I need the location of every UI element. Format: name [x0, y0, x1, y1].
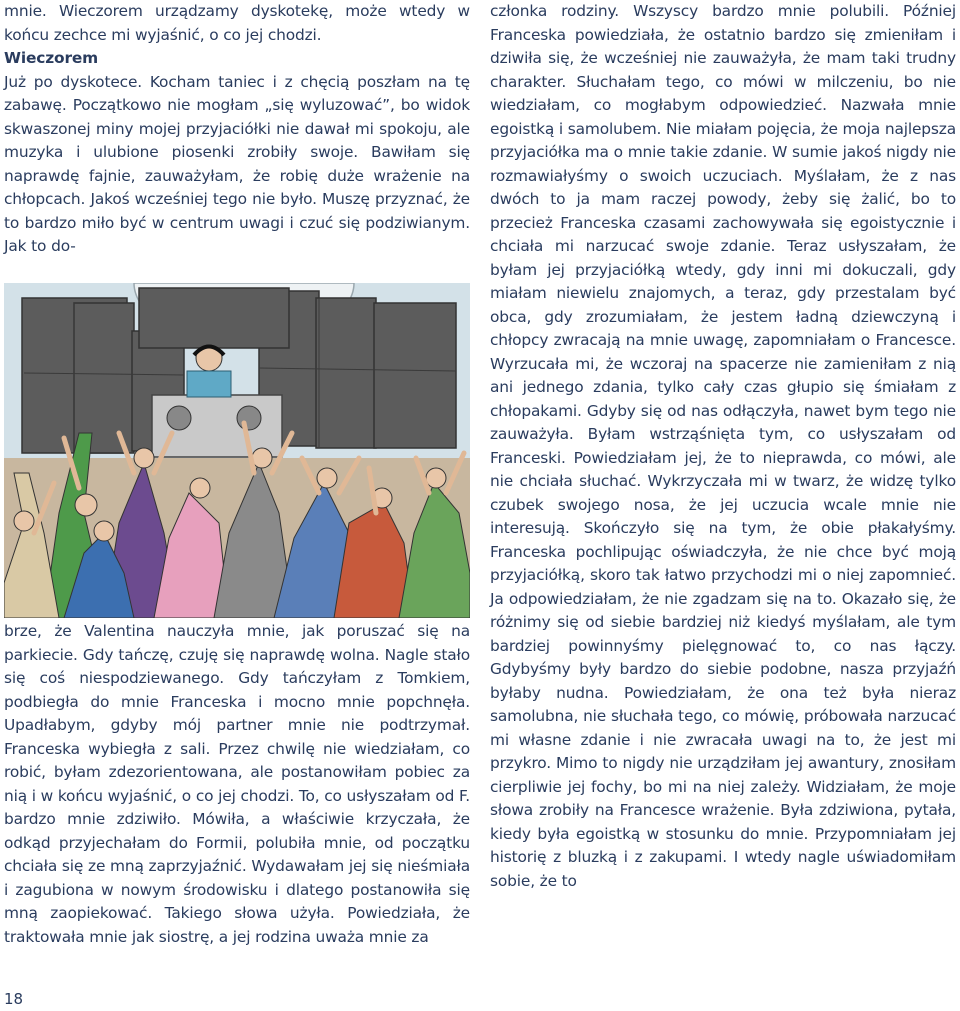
disco-illustration [4, 283, 470, 618]
left-column-top-text [4, 0, 470, 259]
paragraph: członka rodziny. Wszyscy bardzo mnie polubili. Później Franceska powiedziała, że ostatnio bardzo się zmieniłam i dziwiła się, że wcześniej nie zauważyła, że mam taki trudny charakter. Słuchałam tego, co mówi w milczeniu, bo nie wiedziałam, co mogłabym odpowiedzieć. Nazwała mnie egoistką i samolubem. Nie miałam pojęcia, że moja najlepsza przyjaciółka ma o mnie takie zdanie. W sumie jakoś nigdy nie rozmawiałyśmy o swoich uczuciach. Myślałam, że z nas dwóch to ja mam raczej powody, żeby się żalić, bo to przecież Franceska czasami zachowywała się egoistycznie i chciała mi narzucać swoje zdanie. Teraz usłyszałam, że byłam jej przyjaciółką wtedy, gdy inni mi dokuczali, gdy miałam niewielu znajomych, a teraz, gdy przestalam być obca, gdy zrozumiałam, że jestem ładną dziewczyną i chłopcy zwracają na mnie uwagę, zapomniałam o Francesce. Wyrzucała mi, że wczoraj na spacerze nie zamieniłam z nią ani jednego zdania, tylko cały czas głupio się śmiałam z chłopakami. Gdyby się od nas odłączyła, nawet bym tego nie zauważyła. Byłam wstrząśnięta tym, co usłyszałam od Franceski. Powiedziałam jej, że to nieprawda, co mówi, ale nie chciała słuchać. Wykrzyczała mi w twarz, że widzę tylko czubek swojego nosa, że jej uczucia wcale mnie nie interesują. Skończyło się na tym, że obie płakałyśmy. Franceska pochlipując oświadczyła, że nie chce być moją przyjaciółką, skoro tak łatwo przychodzi mi o niej zapomnieć. Ja odpowiedziałam, że nie zgadzam się na to. Okazało się, że różnimy się od siebie bardziej niż kiedyś myślałam, ale tym bardziej powinnyśmy pielęgnować to, co nas łączy. Gdybyśmy były bardzo do siebie podobne, nasza przyjaźń byłaby nudna. Powiedziałam, że ona też była nieraz samolubna, nie słuchała tego, co mówię, próbowała narzucać mi własne zdanie i nie zwracała uwagi na to, że jest mi przykro. Mimo to nigdy nie urządziłam jej awantury, znosiłam cierpliwie jej fochy, bo mi na niej zależy. Widziałam, że moje słowa zrobiły na Francesce wrażenie. Była zdziwiona, pytała, kiedy była egoistką w stosunku do mnie. Przypomniałam jej historię z bluzką i z zakupami. I wtedy nagle uświadomiłam sobie, że to [490, 2, 956, 890]
section-heading: Wieczorem [4, 49, 99, 67]
page-number: 18 [4, 990, 24, 1008]
right-column [490, 0, 956, 893]
paragraph: mnie. Wieczorem urządzamy dyskotekę, może wtedy w końcu zechce mi wyjaśnić, o co jej chodzi. [4, 2, 470, 44]
disco-drawing [4, 283, 470, 618]
left-column-bottom-text [4, 620, 470, 949]
paragraph: Już po dyskotece. Kocham taniec i z chęcią poszłam na tę zabawę. Początkowo nie mogłam „się wyluzować”, bo widok skwaszonej miny mojej przyjaciółki nie dawał mi spokoju, ale muzyka i ulubione piosenki zrobiły swoje. Bawiłam się naprawdę fajnie, zauważyłam, że robię duże wrażenie na chłopcach. Jakoś wcześniej tego nie było. Muszę przyznać, że to bardzo miło być w centrum uwagi i czuć się podziwianym. Jak to do- [4, 72, 470, 255]
paragraph: brze, że Valentina nauczyła mnie, jak poruszać się na parkiecie. Gdy tańczę, czuję się naprawdę wolna. Nagle stało się coś niespodziewanego. Gdy tańczyłam z Tomkiem, podbiegła do mnie Franceska i mocno mnie popchnęła. Upadłabym, gdyby mój partner mnie nie podtrzymał. Franceska wybiegła z sali. Przez chwilę nie wiedziałam, co robić, byłam zdezorientowana, ale postanowiłam pobiec za nią i w końcu wyjaśnić, o co jej chodzi. To, co usłyszałam od F. bardzo mnie zdziwiło. Mówiła, a właściwie krzyczała, że odkąd przyjechałam do Formii, polubiła mnie, od początku chciała się ze mną zaprzyjaźnić. Wydawałam jej się nieśmiała i zagubiona w nowym środowisku i dlatego postanowiła się mną zaopiekować. Takiego słowa użyła. Powiedziała, że traktowała mnie jak siostrę, a jej rodzina uważa mnie za [4, 622, 470, 946]
